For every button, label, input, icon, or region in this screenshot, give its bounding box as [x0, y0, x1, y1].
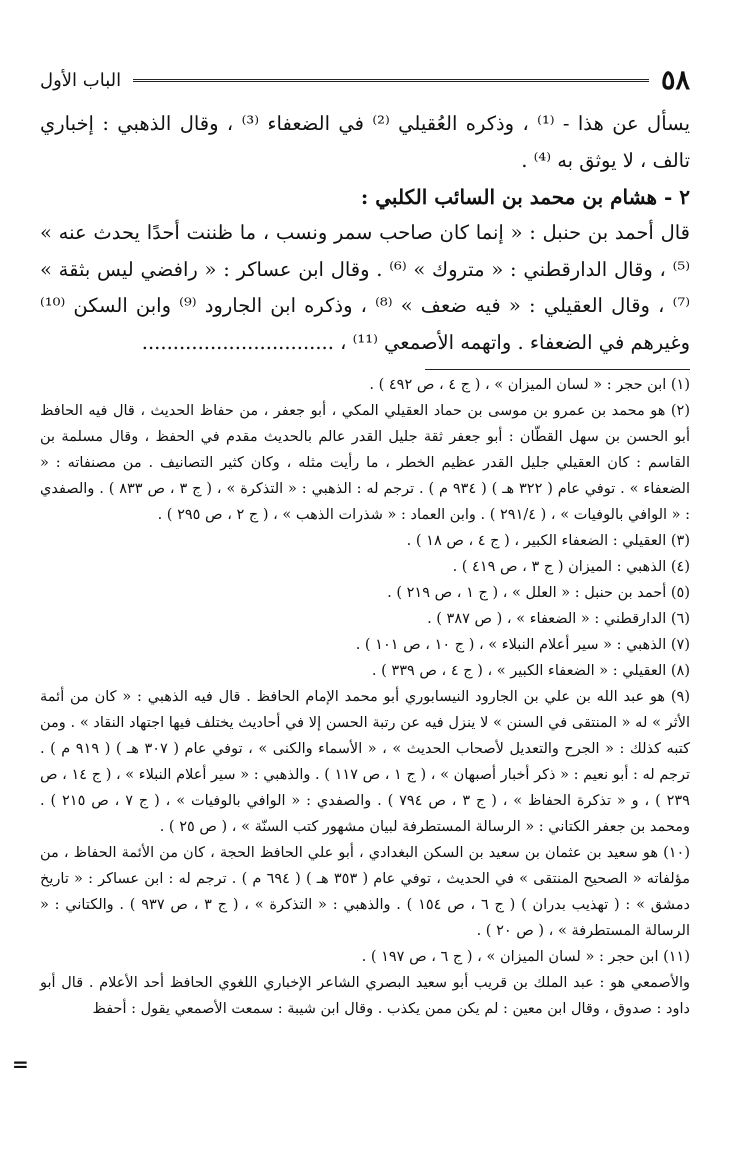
- section-heading: ٢ - هشام بن محمد بن السائب الكلبي :: [360, 185, 690, 209]
- footnote: (٦) الدارقطني : « الضعفاء » ، ( ص ٣٨٧ ) .: [427, 611, 690, 627]
- paragraph: يسأل عن هذا - ⁽¹⁾ ، وذكره العُقيلي ⁽²⁾ في الضعفاء ⁽³⁾ ، وقال الذهبي : إخباري تالف ، لا يوثق به ⁽⁴⁾ .: [40, 112, 690, 172]
- footnote: (٧) الذهبي : « سير أعلام النبلاء » ، ( ج ١٠ ، ص ١٠١ ) .: [355, 637, 690, 653]
- footnotes: [40, 372, 690, 1022]
- chapter-title: الباب الأول: [40, 69, 122, 91]
- footnote: (١) ابن حجر : « لسان الميزان » ، ( ج ٤ ، ص ٤٩٢ ) .: [369, 377, 690, 393]
- footnote: (١٠) هو سعيد بن عثمان بن سعيد بن السكن البغدادي ، أبو علي الحافظ الحجة ، كان من الأئمة الحفاظ ، من مؤلفاته « الصحيح المنتقى » في الحديث ، توفي عام ( ٣٥٣ هـ ) ( ٦٩٤ م ) . ترجم له : ابن عساكر : « تاريخ دمشق » : ( تهذيب بدران ) ( ج ٦ ، ص ١٥٤ ) . والذهبي : « التذكرة » ، ( ج ٣ ، ص ٩٣٧ ) . والكتاني : « الرسالة المستطرفة » ، ( ص ٢٠ ) .: [40, 845, 690, 939]
- header-rule: [133, 79, 649, 82]
- footnote-separator: [425, 369, 690, 370]
- footnote: والأصمعي هو : عبد الملك بن قريب أبو سعيد البصري الشاعر الإخباري اللغوي الحافظ أحد الأعلام . قال أبو داود : صدوق ، وقال ابن معين : لم يكن ممن يكذب . وقال ابن شيبة : سمعت الأصمعي يقول : أحفظ: [40, 975, 690, 1017]
- page-number: ٥٨: [660, 64, 690, 96]
- page-header: [40, 60, 690, 100]
- continuation-mark: =: [12, 1052, 29, 1076]
- main-text: [40, 106, 690, 361]
- book-page: [40, 60, 690, 1022]
- footnote: (٣) العقيلي : الضعفاء الكبير ، ( ج ٤ ، ص ١٨ ) .: [406, 533, 690, 549]
- footnote: (٤) الذهبي : الميزان ( ج ٣ ، ص ٤١٩ ) .: [452, 559, 690, 575]
- footnote: (٢) هو محمد بن عمرو بن موسى بن حماد العقيلي المكي ، أبو جعفر ، من حفاظ الحديث ، قال فيه الحافظ أبو الحسن بن سهل القطّان : أبو جعفر ثقة جليل القدر عالم بالحديث مقدم في الحفظ ، وقال مسلمة بن القاسم : كان العقيلي جليل القدر عظيم الخطر ، ما رأيت مثله ، وكان كثير التصانيف . من مصنفاته : « الضعفاء » . توفي عام ( ٣٢٢ هـ ) ( ٩٣٤ م ) . ترجم له : الذهبي : « التذكرة » ، ( ج ٣ ، ص ٨٣٣ ) . والصفدي : « الوافي بالوفيات » ، ( ٢٩١/٤ ) . وابن العماد : « شذرات الذهب » ، ( ج ٢ ، ص ٢٩٥ ) .: [40, 403, 690, 523]
- footnote: (٩) هو عبد الله بن علي بن الجارود النيسابوري أبو محمد الإمام الحافظ . قال فيه الذهبي : « كان من أئمة الأثر » له « المنتقى في السنن » لا ينزل فيه عن رتبة الحسن إلا في أحاديث يختلف فيها اجتهاد النقاد » . ومن كتبه كذلك : « الجرح والتعديل لأصحاب الحديث » ، « الأسماء والكنى » ، توفي عام ( ٣٠٧ هـ ) ( ٩١٩ م ) . ترجم له : أبو نعيم : « ذكر أخبار أصبهان » ، ( ج ١ ، ص ١١٧ ) . والذهبي : « سير أعلام النبلاء » ، ( ج ١٤ ، ص ٢٣٩ ) ، و « تذكرة الحفاظ » ، ( ج ٣ ، ص ٧٩٤ ) . والصفدي : « الوافي بالوفيات » ، ( ج ٧ ، ص ٢١٥ ) . ومحمد بن جعفر الكتاني : « الرسالة المستطرفة لبيان مشهور كتب السنّة » ، ( ص ٢٥ ) .: [40, 689, 690, 835]
- footnote: (٨) العقيلي : « الضعفاء الكبير » ، ( ج ٤ ، ص ٣٣٩ ) .: [371, 663, 690, 679]
- footnote: (١١) ابن حجر : « لسان الميزان » ، ( ج ٦ ، ص ١٩٧ ) .: [361, 949, 690, 965]
- footnote: (٥) أحمد بن حنبل : « العلل » ، ( ج ١ ، ص ٢١٩ ) .: [387, 585, 690, 601]
- paragraph: قال أحمد بن حنبل : « إنما كان صاحب سمر ونسب ، ما ظننت أحدًا يحدث عنه » ⁽⁵⁾ ، وقال الدارقطني : « متروك » ⁽⁶⁾ . وقال ابن عساكر : « رافضي ليس بثقة » ⁽⁷⁾ ، وقال العقيلي : « فيه ضعف » ⁽⁸⁾ ، وذكره ابن الجارود ⁽⁹⁾ وابن السكن ⁽¹⁰⁾ وغيرهم في الضعفاء . واتهمه الأصمعي ⁽¹¹⁾ ، ...............................: [40, 221, 691, 354]
